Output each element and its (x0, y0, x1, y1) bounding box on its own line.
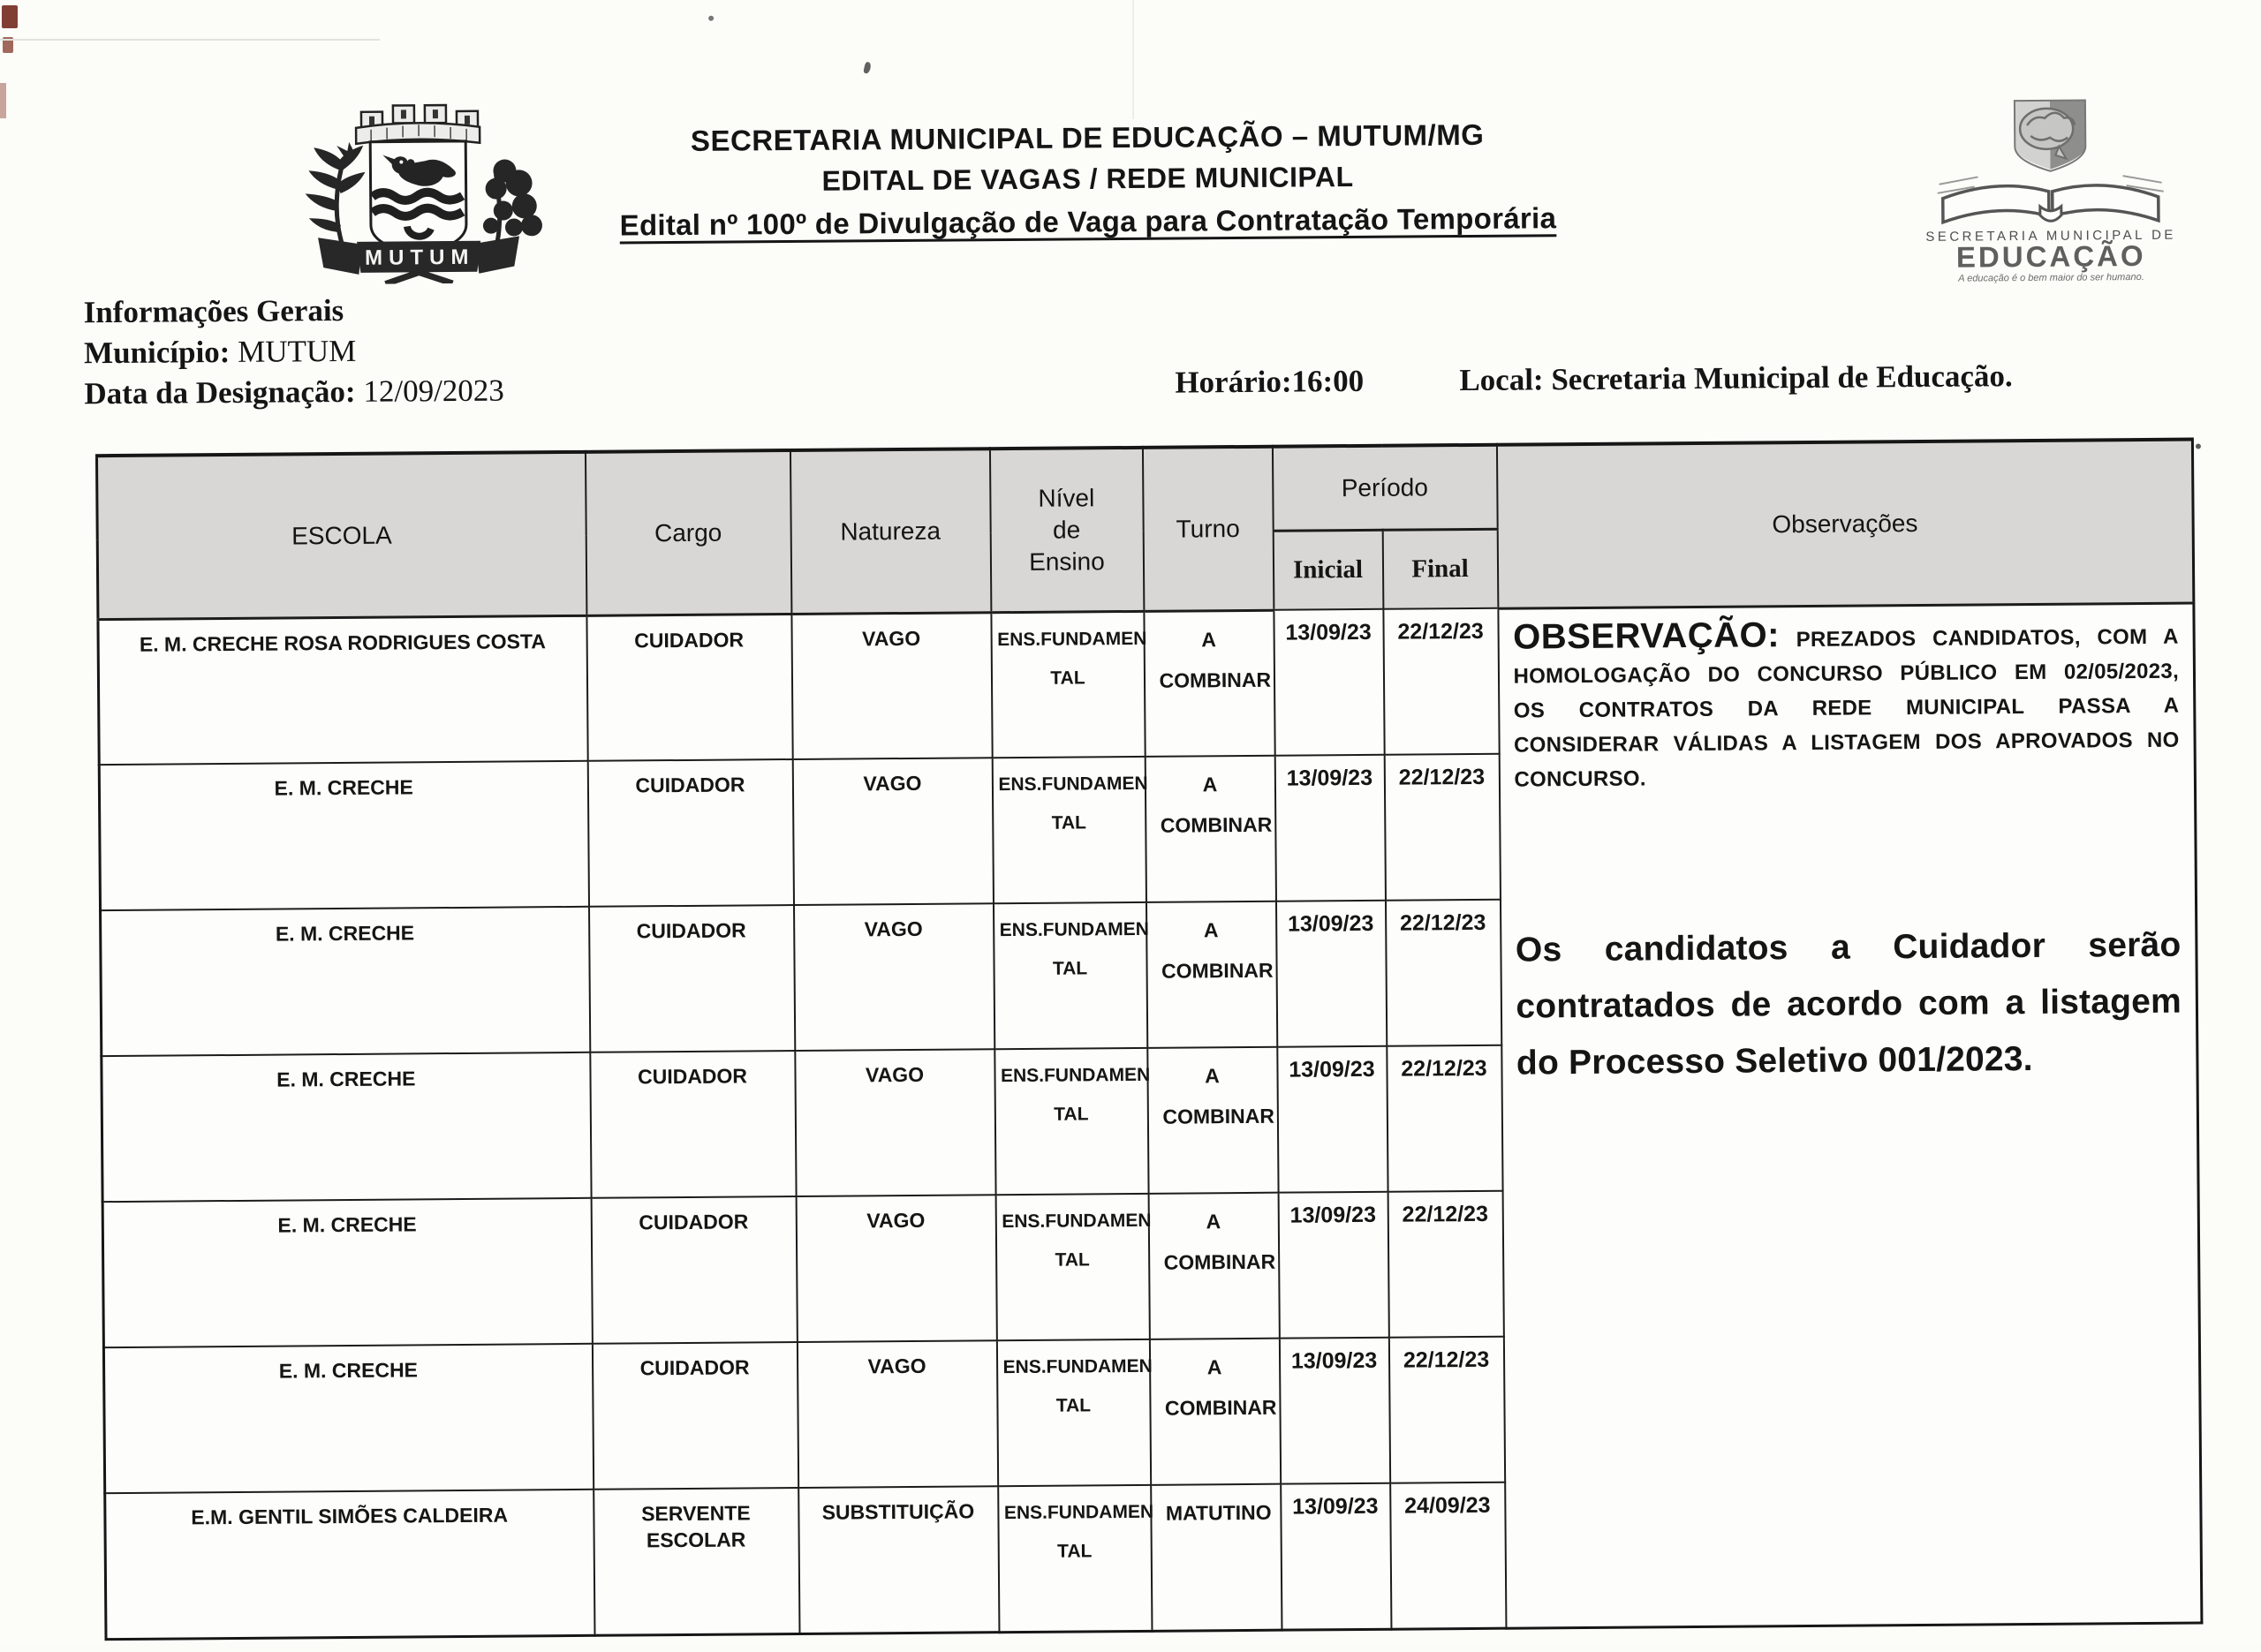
cell-inicial: 13/09/23 (1275, 901, 1386, 1047)
cell-final: 22/12/23 (1388, 1191, 1503, 1338)
cell-inicial: 13/09/23 (1277, 1046, 1388, 1193)
info-section-title: Informações Gerais (84, 290, 504, 334)
cell-nivel: ENS.FUNDAMEN TAL (993, 902, 1146, 1049)
cell-nivel: ENS.FUNDAMEN TAL (992, 757, 1146, 903)
designacao-value: 12/09/2023 (363, 373, 504, 409)
cell-natureza: VAGO (797, 1340, 997, 1488)
cell-cargo: CUIDADOR (592, 1342, 798, 1490)
cell-escola: E. M. CRECHE (99, 761, 588, 910)
cell-final: 22/12/23 (1385, 900, 1501, 1046)
title-line-3: Edital nº 100º de Divulgação de Vaga para Contratação Temporária (585, 196, 1592, 247)
cell-inicial: 13/09/23 (1274, 609, 1384, 756)
cell-escola: E. M. CRECHE (102, 1198, 592, 1347)
banner-ribbon (318, 236, 519, 284)
cell-natureza: VAGO (795, 1049, 995, 1196)
cell-inicial: 13/09/23 (1279, 1338, 1389, 1484)
cell-turno: MATUTINO (1151, 1484, 1282, 1631)
cell-nivel: ENS.FUNDAMEN TAL (991, 611, 1145, 758)
cell-turno: A COMBINAR (1145, 756, 1275, 902)
municipio-label: Município: (84, 335, 231, 370)
col-header-periodo: Período (1272, 445, 1497, 531)
cell-natureza: VAGO (796, 1195, 996, 1342)
col-header-cargo: Cargo (585, 450, 790, 615)
col-header-natureza: Natureza (790, 449, 990, 614)
cell-natureza: VAGO (791, 612, 992, 759)
cell-turno: A COMBINAR (1144, 610, 1274, 757)
cell-final: 22/12/23 (1387, 1045, 1502, 1192)
col-header-final: Final (1382, 529, 1498, 609)
col-header-nivel: Nível de Ensino (989, 448, 1143, 612)
cell-cargo: CUIDADOR (591, 1196, 797, 1344)
local-value: Secretaria Municipal de Educação. (1551, 358, 2013, 396)
observation-paragraph-1: OBSERVAÇÃO: PREZADOS CANDIDATOS, COM A HOMOLOGAÇÃO DO CONCURSO PÚBLICO EM 02/05/2023, OS CONTRATOS DA REDE MUNICIPAL PASSA A CONSIDERAR VÁLIDAS A LISTAGEM DOS APROVADOS NO CONCURSO. (1513, 615, 2180, 796)
cell-natureza: SUBSTITUIÇÃO (798, 1486, 999, 1633)
cell-escola: E. M. CRECHE (102, 1052, 591, 1202)
cell-natureza: VAGO (793, 903, 994, 1051)
edu-logo-slogan-text: A educação é o bem maior do ser humano. (1957, 272, 2144, 284)
scan-artifact (863, 62, 872, 74)
col-header-escola: ESCOLA (96, 452, 586, 619)
cell-turno: A COMBINAR (1147, 1047, 1278, 1194)
edu-logo-name-text: EDUCAÇÃO (1956, 239, 2146, 274)
open-book-icon (1938, 176, 2164, 223)
local-label: Local: (1459, 362, 1544, 397)
mutum-coat-of-arms-logo (285, 93, 552, 284)
shield-brain-icon (2015, 100, 2086, 171)
cell-cargo: CUIDADOR (590, 1051, 796, 1198)
cell-turno: A COMBINAR (1148, 1193, 1279, 1339)
col-header-turno: Turno (1142, 447, 1273, 611)
cell-natureza: VAGO (792, 758, 993, 905)
title-line-2: EDITAL DE VAGAS / REDE MUNICIPAL (584, 155, 1591, 204)
cell-nivel: ENS.FUNDAMEN TAL (994, 1048, 1148, 1195)
document-title-block (584, 113, 1592, 247)
cell-final: 22/12/23 (1383, 608, 1499, 755)
designacao-label: Data da Designação: (84, 374, 356, 411)
cell-escola: E. M. CRECHE ROSA RODRIGUES COSTA (98, 615, 587, 765)
col-header-observacoes: Observações (1496, 440, 2193, 608)
cell-final: 22/12/23 (1384, 754, 1500, 901)
cell-final: 22/12/23 (1388, 1337, 1504, 1483)
observation-lead: OBSERVAÇÃO: (1513, 615, 1780, 656)
cell-cargo: CUIDADOR (589, 905, 795, 1052)
col-header-inicial: Inicial (1273, 530, 1383, 610)
cell-escola: E. M. CRECHE (101, 907, 590, 1056)
cell-turno: A COMBINAR (1146, 901, 1276, 1048)
edu-logo-top-text: SECRETARIA MUNICIPAL DE (1925, 228, 2176, 245)
municipio-value: MUTUM (238, 334, 356, 369)
cell-turno: A COMBINAR (1149, 1339, 1280, 1485)
horario-label: Horário: (1175, 365, 1291, 400)
cell-cargo: CUIDADOR (587, 759, 793, 907)
cell-nivel: ENS.FUNDAMEN TAL (995, 1194, 1149, 1340)
cell-nivel: ENS.FUNDAMEN TAL (998, 1485, 1152, 1632)
mural-crown-icon (356, 105, 480, 144)
cell-inicial: 13/09/23 (1274, 755, 1385, 901)
cell-final: 24/09/23 (1390, 1482, 1506, 1629)
cell-cargo: CUIDADOR (586, 614, 792, 761)
cell-cargo: SERVENTE ESCOLAR (594, 1488, 799, 1635)
observations-cell (1498, 603, 2202, 1628)
tree-icon (482, 159, 542, 245)
vacancies-table (95, 438, 2203, 1641)
scan-artifact (708, 16, 714, 21)
observation-paragraph-2: Os candidatos a Cuidador serão contratados de acordo com a listagem do Processo Seletivo 001/2023. (1516, 917, 2182, 1091)
horario-value: 16:00 (1291, 364, 1364, 399)
education-secretariat-logo (1921, 91, 2181, 287)
cell-escola: E. M. CRECHE (103, 1344, 593, 1493)
cell-inicial: 13/09/23 (1281, 1483, 1391, 1630)
horario-field (1175, 364, 1364, 401)
cell-nivel: ENS.FUNDAMEN TAL (996, 1339, 1150, 1486)
local-field (1459, 358, 2013, 398)
table-row (98, 603, 2195, 766)
scan-artifact (2196, 443, 2201, 449)
crest-banner-text: MUTUM (365, 245, 475, 270)
corn-stalk-icon (305, 142, 366, 247)
cell-inicial: 13/09/23 (1278, 1192, 1388, 1339)
municipio-line (84, 330, 504, 374)
title-line-1: SECRETARIA MUNICIPAL DE EDUCAÇÃO – MUTUM/MG (584, 113, 1591, 162)
cell-escola: E.M. GENTIL SIMÕES CALDEIRA (105, 1490, 594, 1639)
